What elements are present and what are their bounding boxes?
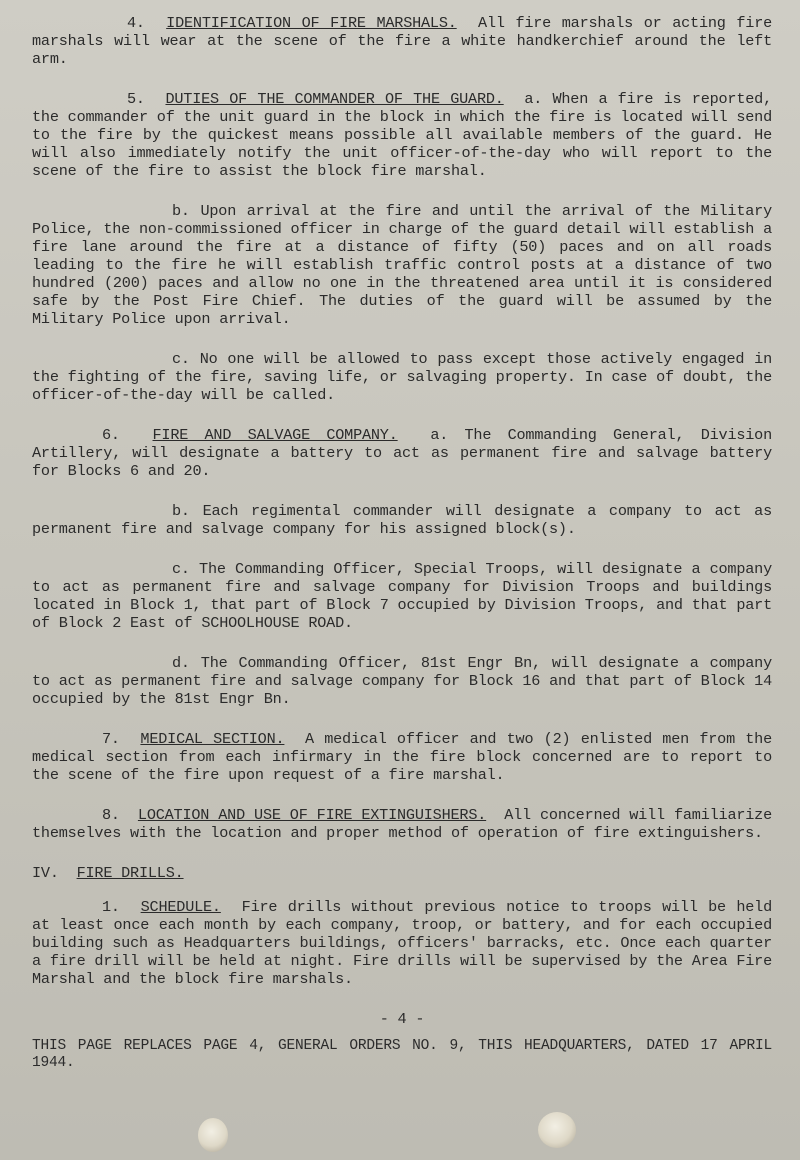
paragraph-heading: IDENTIFICATION OF FIRE MARSHALS. [166, 14, 457, 32]
paragraph-8 [32, 806, 772, 842]
paragraph-heading: SCHEDULE. [140, 898, 221, 916]
paragraph-number: 5. [127, 90, 145, 108]
paragraph-number: 8. [102, 806, 120, 824]
paragraph-text: b. Upon arrival at the fire and until the arrival of the Military Police, the non-commissioned officer in charge of the guard detail will establish a fire lane around the fire at a distance of fifty (50) paces and on all roads leading to the fire he will establish traffic control posts at a distance of two hundred (200) paces and allow no one in the threatened area until it is considered safe by the Post Fire Chief. The duties of the guard will be assumed by the Military Police upon arrival. [32, 202, 772, 328]
section-title: FIRE DRILLS. [76, 864, 184, 882]
paragraph-6a [32, 426, 772, 480]
paragraph-text: c. No one will be allowed to pass except those actively engaged in the fighting of the fire, saving life, or salvaging property. In case of doubt, the officer-of-the-day will be called. [32, 350, 772, 404]
paragraph-heading: LOCATION AND USE OF FIRE EXTINGUISHERS. [137, 806, 487, 824]
section-heading [32, 864, 772, 882]
section-number: IV. [32, 864, 59, 882]
paragraph-4 [32, 14, 772, 68]
paragraph-text: c. The Commanding Officer, Special Troops, will designate a company to act as permanent fire and salvage company for Division Troops and buildings located in Block 1, that part of Block 7 occupied by Division Troops, and that part of Block 2 East of SCHOOLHOUSE ROAD. [32, 560, 772, 632]
paragraph-heading: MEDICAL SECTION. [140, 730, 285, 748]
paragraph-5c [32, 350, 772, 404]
paragraph-text: b. Each regimental commander will designate a company to act as permanent fire and salvage company for his assigned block(s). [32, 502, 772, 538]
punch-hole-right [538, 1112, 576, 1148]
paragraph-text: A medical officer and two (2) enlisted men from the medical section from each infirmary in the fire block concerned are to report to the scene of the fire upon request of a fire marshal. [32, 730, 773, 784]
paragraph-text: a. When a fire is reported, the commander of the unit guard in the block in which the fire is located will send to the fire by the quickest means possible all available members of the guard. He will also immediately notify the unit officer-of-the-day who will report to the scene of the fire to assist the block fire marshal. [32, 90, 773, 180]
paragraph-5b [32, 202, 772, 328]
punch-hole-left [198, 1118, 228, 1152]
paragraph-5a [32, 90, 772, 180]
paragraph-6d [32, 654, 772, 708]
paragraph-text: All concerned will familiarize themselves with the location and proper method of operation of fire extinguishers. [32, 806, 773, 842]
paragraph-iv-1 [32, 898, 772, 988]
paragraph-6c [32, 560, 772, 632]
paragraph-text: d. The Commanding Officer, 81st Engr Bn, will designate a company to act as permanent fire and salvage company for Block 16 and that part of Block 14 occupied by the 81st Engr Bn. [32, 654, 772, 708]
paragraph-number: 1. [102, 898, 120, 916]
paragraph-text: All fire marshals or acting fire marshals will wear at the scene of the fire a white handkerchief around the left arm. [32, 14, 773, 68]
paragraph-number: 6. [102, 426, 120, 444]
paragraph-heading: FIRE AND SALVAGE COMPANY. [152, 426, 398, 444]
paragraph-text: a. The Commanding General, Division Artillery, will designate a battery to act as permanent fire and salvage battery for Blocks 6 and 20. [32, 426, 773, 480]
paragraph-7 [32, 730, 772, 784]
paragraph-6b [32, 502, 772, 538]
paragraph-number: 4. [127, 14, 145, 32]
paragraph-heading: DUTIES OF THE COMMANDER OF THE GUARD. [165, 90, 504, 108]
page-number: - 4 - [379, 1010, 425, 1028]
paragraph-text: Fire drills without previous notice to troops will be held at least once each month by each company, troop, or battery, and for each occupied building such as Headquarters buildings, officers' barracks, etc. Once each quarter a fire drill will be held at night. Fire drills will be supervised by the Area Fire Marshal and the block fire marshals. [32, 898, 773, 988]
footer-note: THIS PAGE REPLACES PAGE 4, GENERAL ORDERS NO. 9, THIS HEADQUARTERS, DATED 17 APRIL 1944. [32, 1038, 772, 1071]
paragraph-number: 7. [102, 730, 120, 748]
